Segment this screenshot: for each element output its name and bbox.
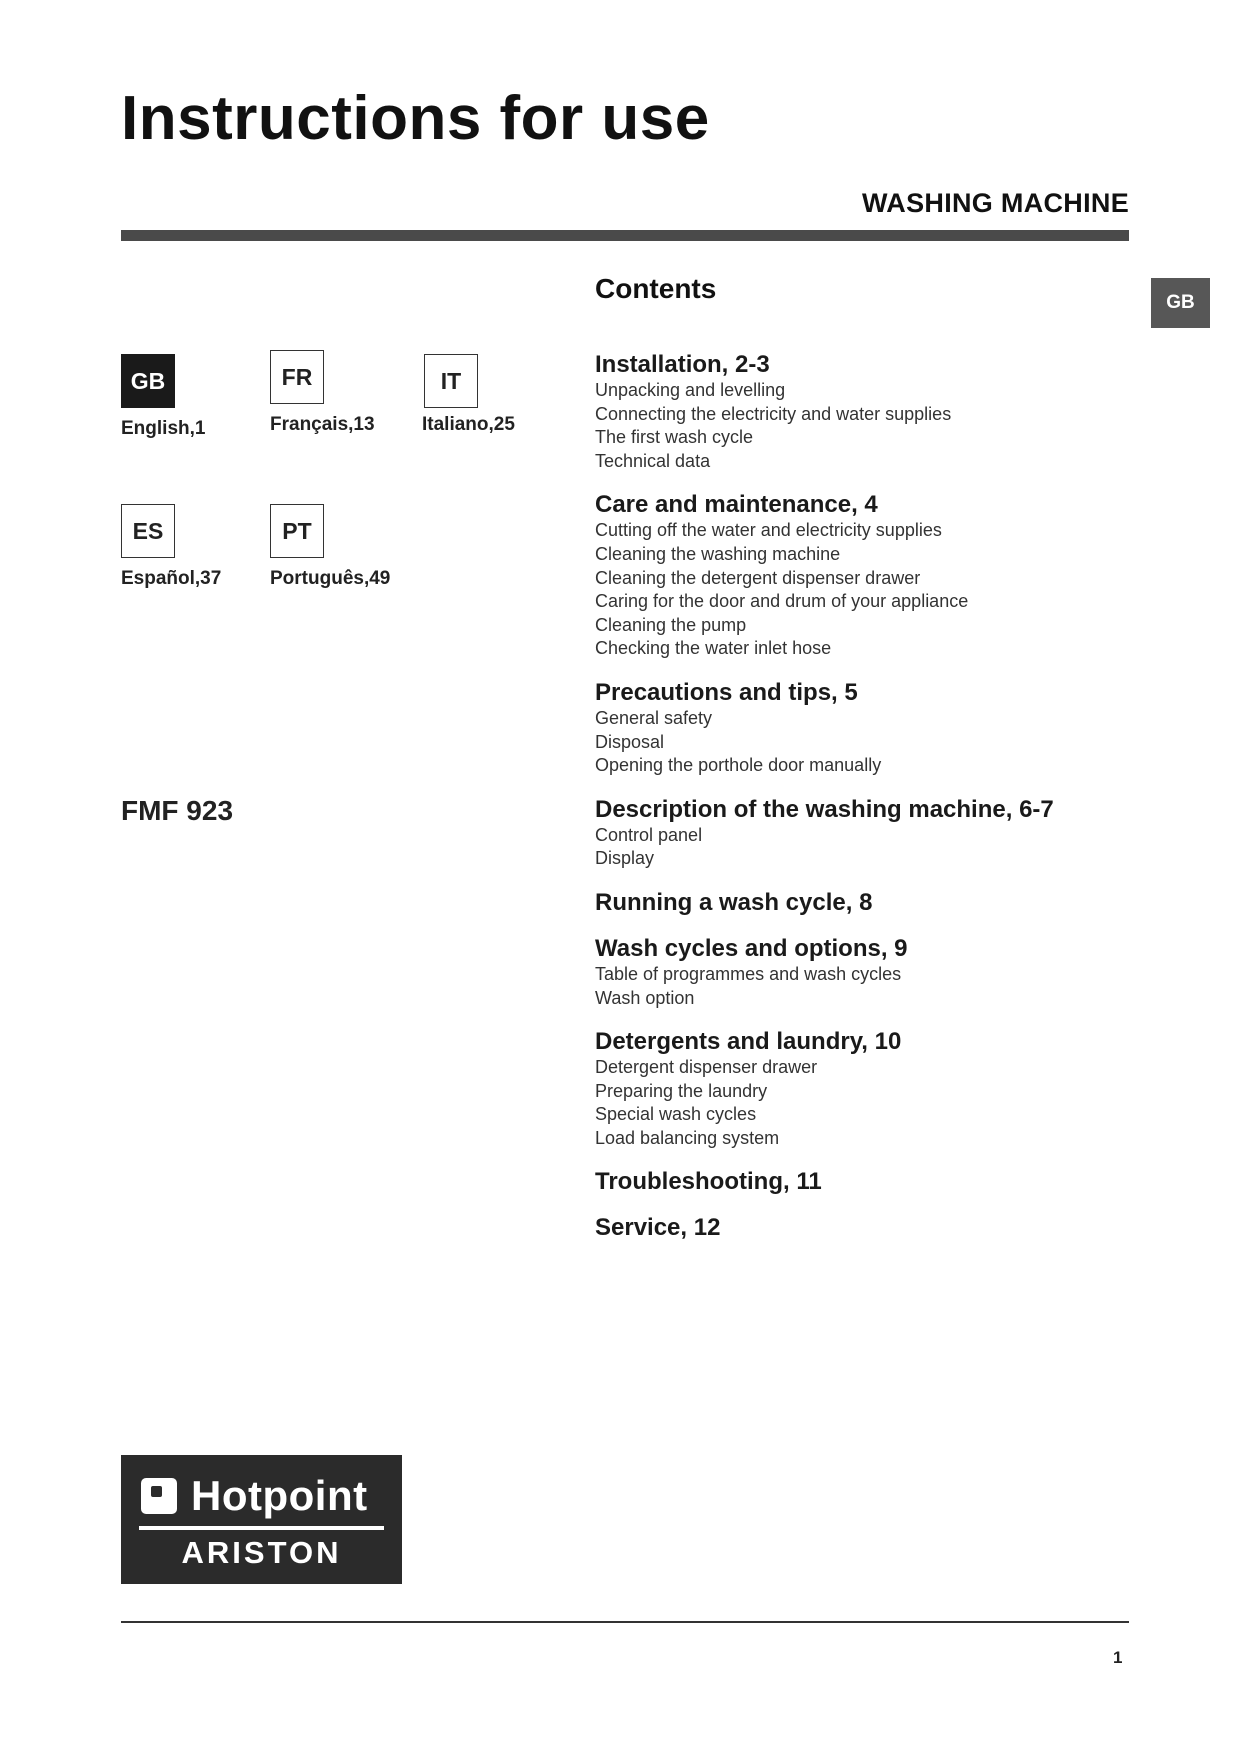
toc-section-title: Detergents and laundry, 10 (595, 1028, 902, 1056)
logo-divider (139, 1526, 384, 1530)
hotpoint-square-icon (141, 1478, 177, 1514)
language-label: Português,49 (270, 568, 391, 589)
toc-item: Caring for the door and drum of your appliance (595, 591, 969, 612)
page-title: Instructions for use (121, 84, 710, 153)
toc-section-title: Installation, 2-3 (595, 351, 770, 378)
language-label: Français,13 (270, 414, 375, 435)
header-divider (121, 230, 1129, 241)
toc-item: Cleaning the pump (595, 614, 747, 635)
language-label: English,1 (121, 418, 206, 439)
contents-heading: Contents (595, 273, 717, 304)
toc-section-installation[interactable] (595, 350, 1195, 473)
table-of-contents (595, 350, 1195, 1259)
toc-section-service[interactable] (595, 1213, 1195, 1242)
toc-item: Table of programmes and wash cycles (595, 963, 902, 984)
toc-item: Connecting the electricity and water supplies (595, 403, 952, 424)
hotpoint-ariston-logo (121, 1455, 402, 1584)
toc-item: Checking the water inlet hose (595, 638, 832, 659)
language-label: Italiano,25 (422, 414, 515, 435)
language-fr[interactable] (270, 350, 375, 436)
page-number: 1 (1113, 1648, 1123, 1667)
language-es[interactable] (121, 504, 221, 590)
language-gb[interactable] (121, 354, 205, 440)
language-code-badge: FR (270, 350, 324, 404)
toc-item: Cleaning the detergent dispenser drawer (595, 567, 921, 588)
toc-item: Unpacking and levelling (595, 380, 786, 400)
toc-item: Cutting off the water and electricity supplies (595, 520, 942, 541)
toc-section-title: Description of the washing machine, 6-7 (595, 795, 1054, 823)
toc-item: Preparing the laundry (595, 1080, 768, 1101)
toc-section-care[interactable] (595, 490, 1195, 661)
toc-item: Control panel (595, 824, 703, 845)
toc-section-precautions[interactable] (595, 678, 1195, 778)
toc-item: Detergent dispenser drawer (595, 1057, 818, 1078)
toc-item: Display (595, 848, 655, 869)
toc-section-troubleshooting[interactable] (595, 1167, 1195, 1196)
footer-divider (121, 1621, 1129, 1623)
toc-section-title: Service, 12 (595, 1214, 721, 1242)
logo-brand-row (141, 1471, 368, 1521)
logo-brand-name: Hotpoint (191, 1472, 368, 1519)
language-code-badge: IT (424, 354, 478, 408)
logo-sub-brand: ARISTON (181, 1535, 342, 1570)
toc-item: The first wash cycle (595, 427, 754, 448)
toc-item: Disposal (595, 731, 665, 752)
product-type: WASHING MACHINE (862, 188, 1129, 218)
toc-item: Opening the porthole door manually (595, 755, 882, 776)
toc-section-title: Precautions and tips, 5 (595, 678, 858, 706)
toc-item: Special wash cycles (595, 1104, 757, 1125)
toc-item: Technical data (595, 450, 711, 471)
language-code-badge: ES (121, 504, 175, 558)
toc-item: Wash option (595, 987, 695, 1008)
toc-section-wash-cycles[interactable] (595, 934, 1195, 1010)
toc-section-description[interactable] (595, 795, 1195, 871)
toc-section-title: Running a wash cycle, 8 (595, 888, 873, 916)
language-it[interactable] (424, 354, 515, 436)
toc-section-running[interactable] (595, 888, 1195, 917)
language-pt[interactable] (270, 504, 390, 590)
language-label: Español,37 (121, 568, 222, 589)
toc-section-title: Troubleshooting, 11 (595, 1168, 822, 1196)
toc-item: Load balancing system (595, 1127, 780, 1148)
toc-section-detergents[interactable] (595, 1027, 1195, 1150)
model-number: FMF 923 (121, 795, 234, 826)
language-code-badge: PT (270, 504, 324, 558)
toc-item: General safety (595, 707, 713, 728)
language-side-tab: GB (1151, 278, 1210, 328)
toc-section-title: Care and maintenance, 4 (595, 491, 878, 519)
toc-section-title: Wash cycles and options, 9 (595, 934, 908, 962)
language-code-badge: GB (121, 354, 175, 408)
toc-item: Cleaning the washing machine (595, 543, 841, 564)
